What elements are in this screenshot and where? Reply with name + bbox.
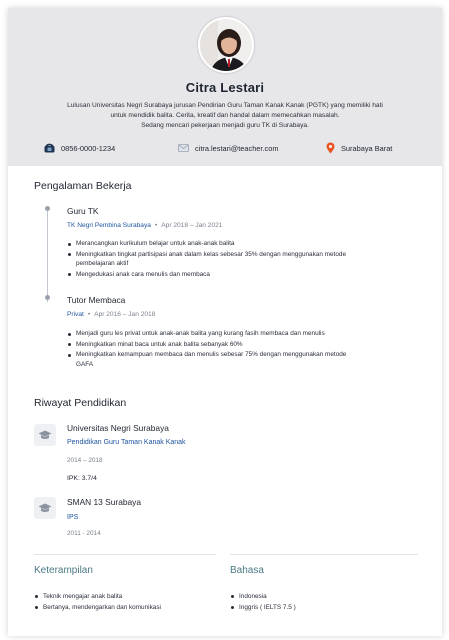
summary-line: Sedang mencari pekerjaan menjadi guru TK di Surabaya. xyxy=(141,122,309,129)
job-meta xyxy=(67,222,222,229)
section-divider xyxy=(230,554,418,555)
school-years: 2014 – 2018 xyxy=(67,457,103,464)
skill-item: Bertanya, mendengarkan dan komunikasi xyxy=(34,602,224,613)
job-company: TK Negri Pembina Surabaya xyxy=(67,222,151,229)
job-role: Guru TK xyxy=(67,206,99,216)
job-bullet-line: Meningkatkan kemampuan membaca dan menulis sebesar 75% dengan menggunakan metode xyxy=(76,351,347,359)
summary-line: Lulusan Universitas Negri Surabaya jurusan Pendirian Guru Taman Kanak Kanak (PGTK) yang memiliki hati xyxy=(67,102,383,109)
graduation-cap-icon xyxy=(38,430,52,440)
job-bullet: Merancangkan kurikulum belajar untuk anak-anak balita xyxy=(67,239,417,249)
education-icon-wrap xyxy=(34,497,56,519)
resume-page xyxy=(8,8,442,636)
graduation-cap-icon xyxy=(38,503,52,513)
school-name: Universitas Negri Surabaya xyxy=(67,423,169,433)
contact-phone xyxy=(44,141,115,155)
job-bullet-line: pembelajaran aktif xyxy=(76,260,129,268)
job-bullet: Meningkatkan minat baca untuk anak balita sebanyak 60% xyxy=(67,340,417,350)
languages-list xyxy=(230,591,420,613)
candidate-name: Citra Lestari xyxy=(185,80,265,95)
timeline-dot xyxy=(45,206,50,211)
phone-icon xyxy=(44,143,55,153)
contact-email xyxy=(178,141,279,155)
skill-item: Teknik mengajar anak balita xyxy=(34,591,224,602)
job-meta xyxy=(67,311,155,318)
contact-location xyxy=(326,141,392,155)
phone-number: 0856-0000-1234 xyxy=(61,143,116,153)
language-item: Inggris ( IELTS 7.5 ) xyxy=(230,602,420,613)
skills-list xyxy=(34,591,224,613)
location-pin-icon xyxy=(326,142,335,154)
meta-separator: • xyxy=(154,222,158,229)
job-bullets xyxy=(67,329,417,370)
job-bullet: Mengedukasi anak cara menulis dan membaca xyxy=(67,270,417,280)
job-bullet-line: GAFA xyxy=(76,360,94,368)
job-bullet: Menjadi guru les privat untuk anak-anak balita yang kurang fasih membaca dan menulis xyxy=(67,329,417,339)
job-period: Apr 2016 – Jan 2018 xyxy=(94,311,156,318)
email-address: citra.lestari@teacher.com xyxy=(195,143,279,153)
job-bullet xyxy=(67,250,417,269)
job-company: Privat xyxy=(67,311,84,318)
profile-summary xyxy=(32,101,418,131)
email-icon xyxy=(178,144,189,152)
section-title-skills: Keterampilan xyxy=(34,565,93,576)
school-years: 2011 - 2014 xyxy=(67,530,101,537)
summary-line: untuk mendidik balita. Cerita, kreatif dan handal dalam memecahkan masalah. xyxy=(110,112,340,119)
school-gpa: IPK: 3.7/4 xyxy=(67,475,97,482)
language-item: Indonesia xyxy=(230,591,420,602)
school-name: SMAN 13 Surabaya xyxy=(67,497,142,507)
job-bullets xyxy=(67,239,417,280)
timeline-line xyxy=(47,208,48,302)
meta-separator: • xyxy=(87,311,91,318)
job-period: Apr 2018 – Jan 2021 xyxy=(161,222,223,229)
job-bullet-line: Meningkatkan tingkat partisipasi anak dalam kelas sebesar 35% dengan menggunakan metode xyxy=(76,250,346,258)
section-title-experience: Pengalaman Bekerja xyxy=(34,180,132,192)
resume-header xyxy=(8,8,442,166)
section-title-education: Riwayat Pendidikan xyxy=(34,397,127,409)
job-bullet xyxy=(67,350,417,369)
school-program: IPS xyxy=(67,514,79,521)
avatar xyxy=(198,17,254,73)
education-icon-wrap xyxy=(34,424,56,446)
contact-bar xyxy=(8,141,442,155)
section-title-languages: Bahasa xyxy=(230,565,264,576)
job-role: Tutor Membaca xyxy=(67,295,126,305)
profile-photo xyxy=(200,19,254,73)
timeline-dot xyxy=(45,295,50,300)
location-text: Surabaya Barat xyxy=(341,143,393,153)
section-divider xyxy=(34,554,216,555)
school-program: Pendidikan Guru Taman Kanak Kanak xyxy=(67,439,186,446)
